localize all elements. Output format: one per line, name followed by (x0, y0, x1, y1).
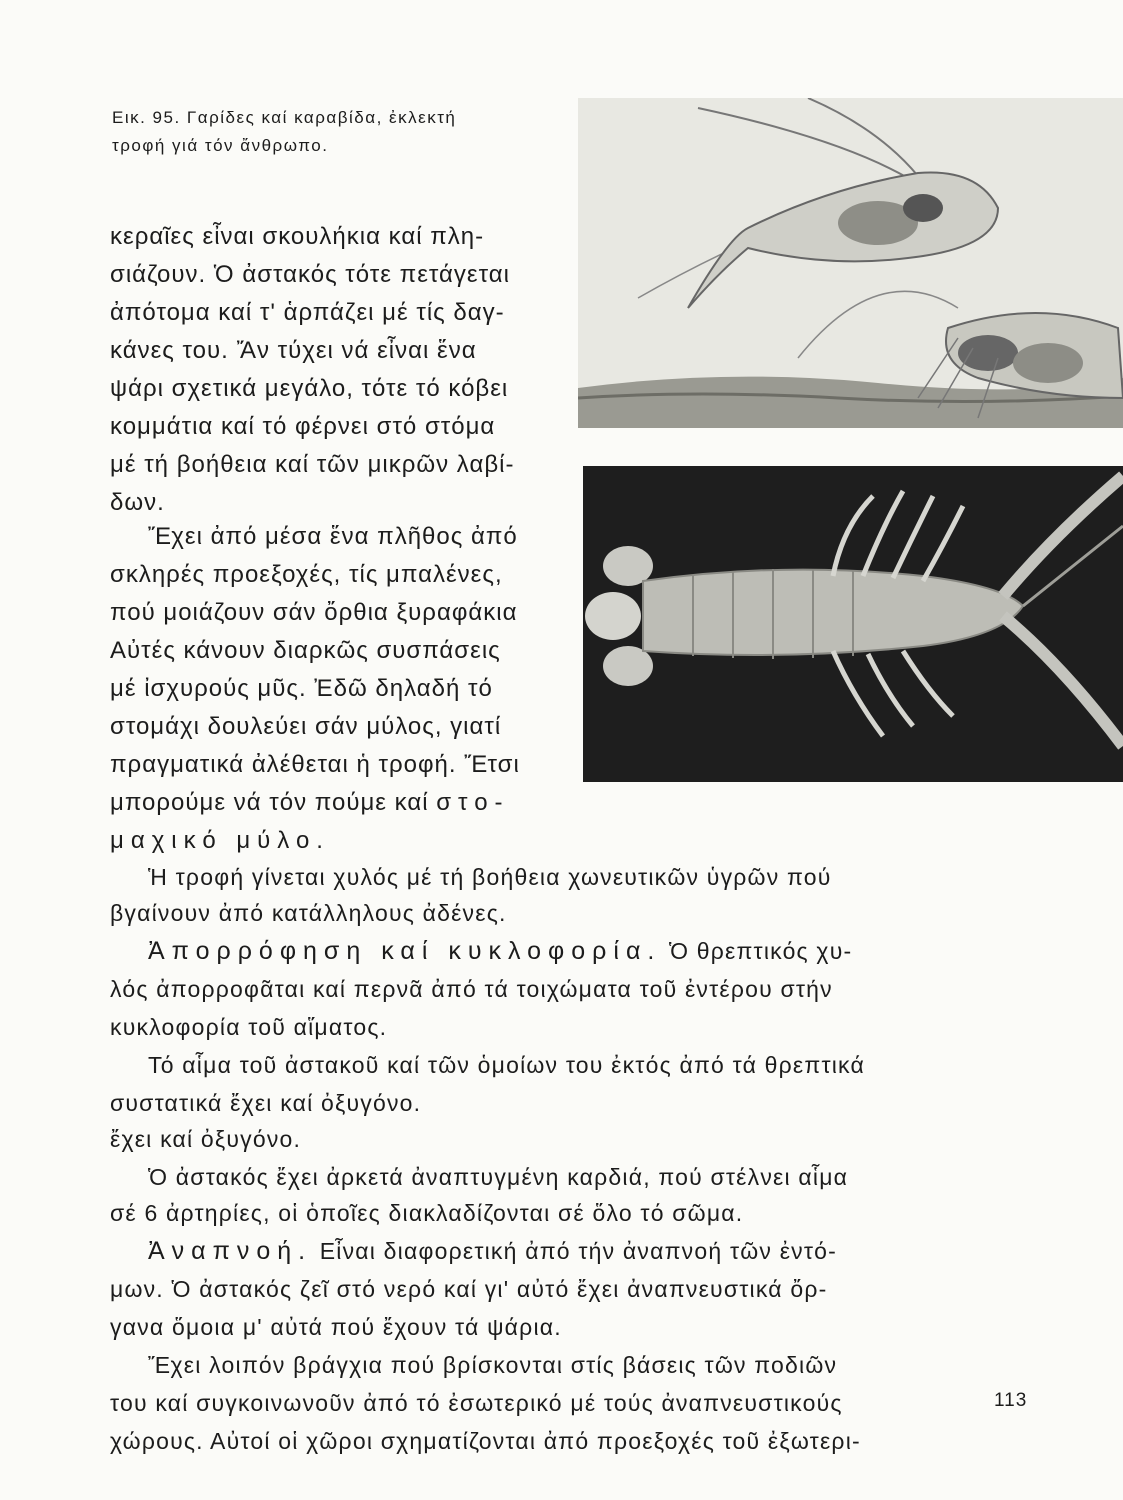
text-line: Αὐτές κάνουν διαρκῶς συσπάσεις (110, 637, 501, 664)
text-line (110, 786, 510, 820)
text-line: σέ 6 ἀρτηρίες, οἱ ὁποῖες διακλαδίζονται σέ ὅλο τό σῶμα. (110, 1200, 744, 1226)
text-line: ἔχει καί ὀξυγόνο. (110, 1126, 302, 1152)
text-fragment: Εἶναι διαφορετική ἀπό τήν ἀναπνοή τῶν ἐντό- (319, 1238, 837, 1264)
text-line: του καί συγκοινωνοῦν ἀπό τό ἐσωτερικό μέ τούς ἀναπνευστικούς (110, 1390, 843, 1416)
text-line: βγαίνουν ἀπό κατάλληλους ἀδένες. (110, 900, 507, 926)
section-heading-line (148, 1234, 837, 1268)
text-line: ἀπότομα καί τ' ἁρπάζει μέ τίς δαγ- (110, 299, 505, 326)
text-line: κάνες του. Ἄν τύχει νά εἶναι ἕνα (110, 337, 477, 364)
spaced-term: στο- (436, 789, 510, 816)
shrimp-photo (578, 98, 1123, 428)
page-number: 113 (994, 1390, 1028, 1411)
text-line: κομμάτια καί τό φέρνει στό στόμα (110, 413, 496, 440)
lobster-photo (583, 466, 1123, 782)
text-line: στομάχι δουλεύει σάν μύλος, γιατί (110, 713, 502, 740)
text-line: ψάρι σχετικά μεγάλο, τότε τό κόβει (110, 375, 509, 402)
shrimp-illustration (578, 98, 1123, 428)
text-line: Ἡ τροφή γίνεται χυλός μέ τή βοήθεια χωνευτικῶν ὑγρῶν πού (148, 864, 832, 890)
text-fragment: Ὁ θρεπτικός χυ- (668, 938, 853, 964)
text-line: μέ ἰσχυρούς μῦς. Ἐδῶ δηλαδή τό (110, 675, 493, 702)
caption-line: Εικ. 95. Γαρίδες καί καραβίδα, ἐκλεκτή (112, 108, 457, 127)
text-line: πού μοιάζουν σάν ὄρθια ξυραφάκια (110, 599, 518, 626)
section-heading: Ἀπορρόφηση καί κυκλοφορία. (148, 937, 662, 965)
text-line: πραγματικά ἀλέθεται ἡ τροφή. Ἔτσι (110, 751, 520, 778)
text-line: λός ἀπορροφᾶται καί περνᾶ ἀπό τά τοιχώματα τοῦ ἐντέρου στήν (110, 976, 833, 1002)
text-line: Τό αἷμα τοῦ ἀστακοῦ καί τῶν ὁμοίων του ἐκτός ἀπό τά θρεπτικά (148, 1052, 865, 1078)
text-line: Ὁ ἀστακός ἔχει ἀρκετά ἀναπτυγμένη καρδιά, πού στέλνει αἷμα (148, 1164, 849, 1190)
text-line: γανα ὅμοια μ' αὐτά πού ἔχουν τά ψάρια. (110, 1314, 562, 1340)
text-fragment: μπορούμε νά τόν πούμε καί (110, 789, 429, 816)
text-line: μων. Ὁ ἀστακός ζεῖ στό νερό καί γι' αὐτό ἔχει ἀναπνευστικά ὄρ- (110, 1276, 828, 1302)
section-heading-line (148, 934, 852, 968)
text-line: συστατικά ἔχει καί ὀξυγόνο. (110, 1090, 422, 1116)
text-line: Ἔχει λοιπόν βράγχια πού βρίσκονται στίς βάσεις τῶν ποδιῶν (148, 1352, 838, 1378)
caption-line: τροφή γιά τόν ἄνθρωπο. (112, 136, 329, 155)
text-line: σκληρές προεξοχές, τίς μπαλένες, (110, 561, 503, 588)
text-line: κεραῖες εἶναι σκουλήκια καί πλη- (110, 223, 485, 250)
text-line: σιάζουν. Ὁ ἀστακός τότε πετάγεται (110, 261, 510, 288)
text-line: μέ τή βοήθεια καί τῶν μικρῶν λαβί- (110, 451, 515, 478)
text-line: δων. (110, 489, 165, 516)
text-line: κυκλοφορία τοῦ αἵματος. (110, 1014, 388, 1040)
spaced-term: μαχικό μύλο. (110, 827, 330, 854)
figure-caption (112, 104, 572, 160)
text-line: χώρους. Αὐτοί οἱ χῶροι σχηματίζονται ἀπό προεξοχές τοῦ ἐξωτερι- (110, 1428, 861, 1454)
text-line: Ἔχει ἀπό μέσα ἕνα πλῆθος ἀπό (148, 523, 518, 550)
section-heading: Ἀναπνοή. (148, 1237, 313, 1265)
lobster-illustration (583, 466, 1123, 782)
